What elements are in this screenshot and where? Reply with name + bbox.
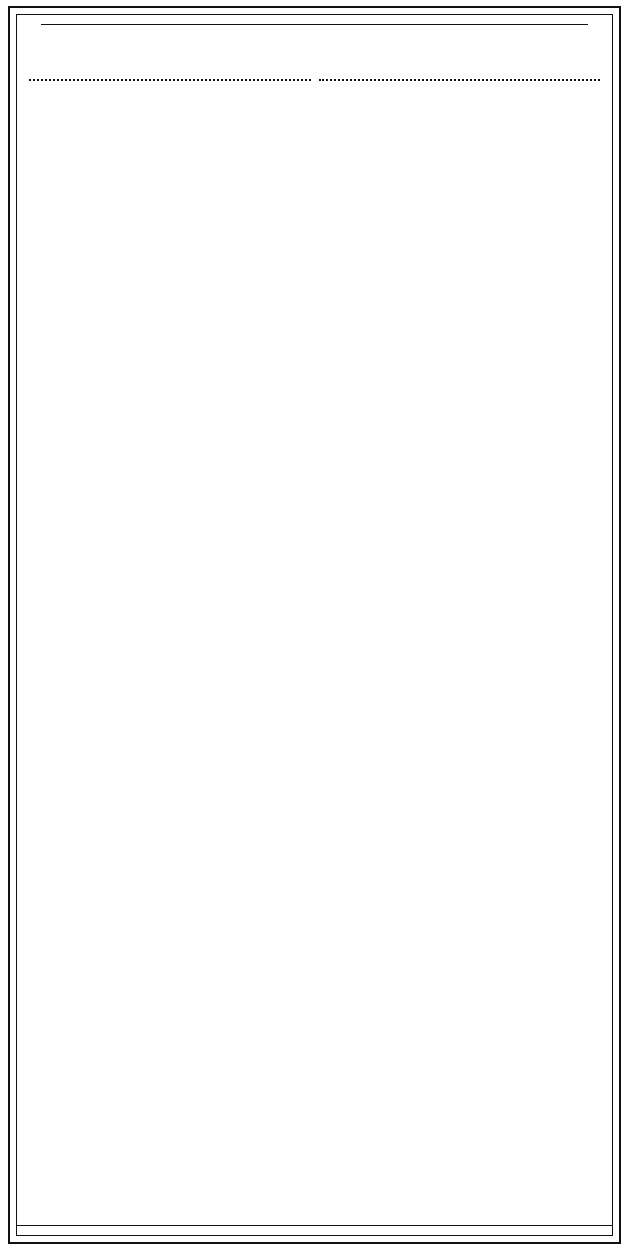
corner-marker-top-left xyxy=(16,14,41,39)
word-count-marker-800 xyxy=(25,47,604,67)
notice-bottom xyxy=(17,1225,612,1235)
composition-grid xyxy=(17,41,612,1209)
minimum-word-count-line xyxy=(25,67,604,93)
answer-sheet-inner xyxy=(16,14,613,1236)
corner-marker-top-right xyxy=(588,14,613,39)
dotted-line-left xyxy=(29,79,311,81)
notice-top xyxy=(17,15,612,25)
dotted-line-right xyxy=(319,79,601,81)
answer-sheet xyxy=(8,6,621,1244)
